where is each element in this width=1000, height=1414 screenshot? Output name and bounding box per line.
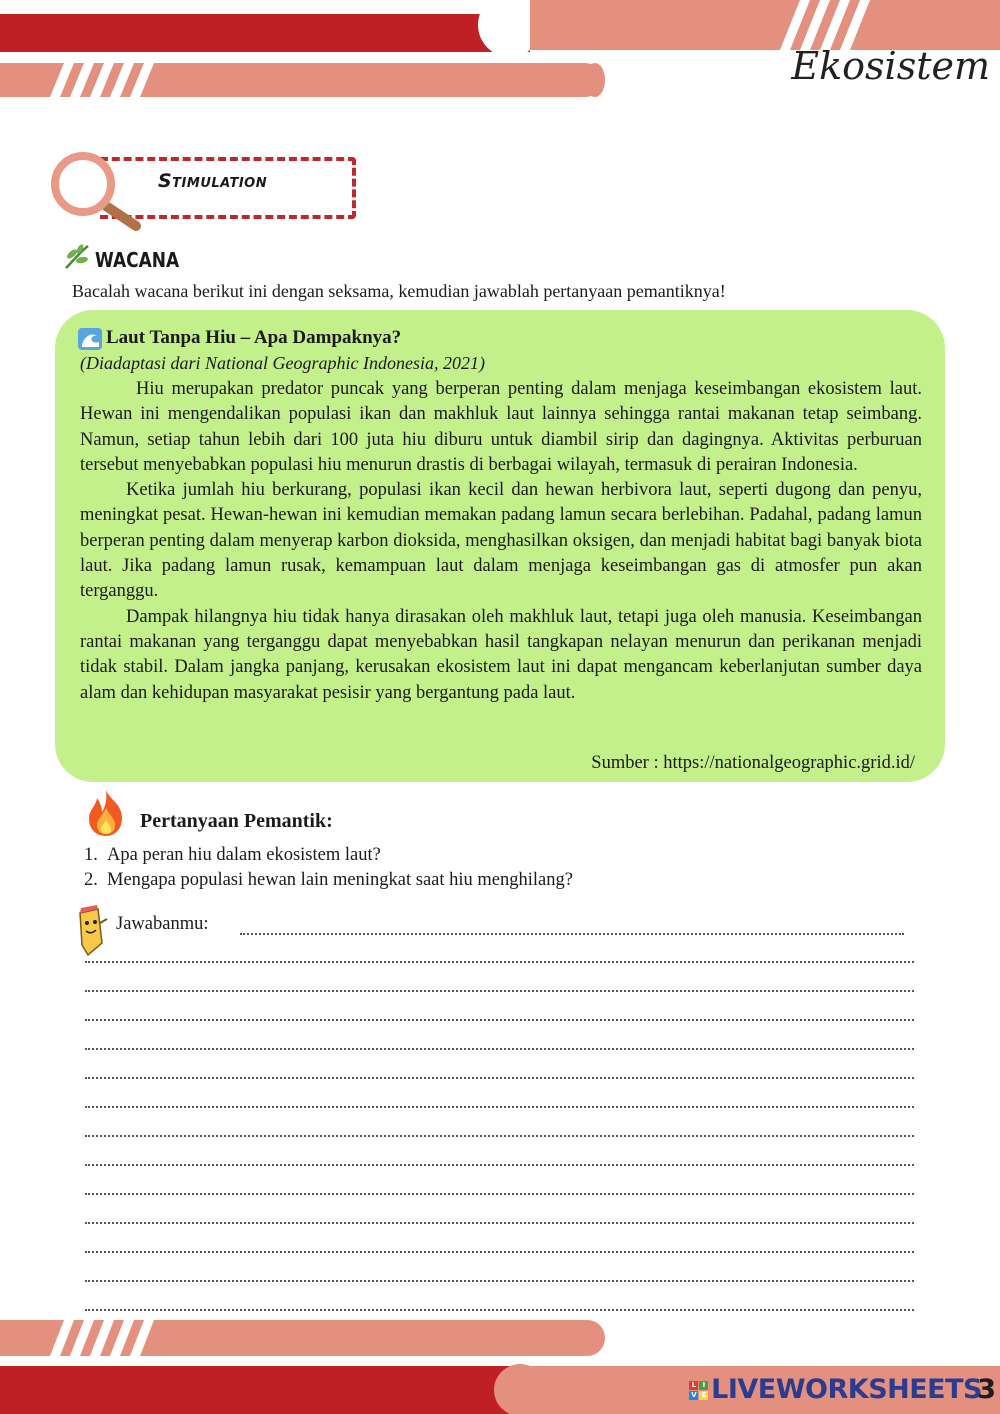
- article-paragraph: Hiu merupakan predator puncak yang berperan penting dalam menjaga keseimbangan ekosistem laut. Hewan ini mengendalikan populasi ikan dan makhluk laut lainnya sehingga rantai makanan tetap seimbang. Namun, setiap tahun lebih dari 100 juta hiu diburu untuk diambil sirip dan dagingnya. Aktivitas perburuan tersebut menyebabkan populasi hiu menurun drastis di berbagai wilayah, termasuk di perairan Indonesia.: [80, 379, 922, 475]
- answer-line[interactable]: [240, 933, 904, 935]
- questions-title: Pertanyaan Pemantik:: [140, 810, 333, 832]
- answer-line[interactable]: [85, 1106, 914, 1108]
- chapter-title: Ekosistem: [791, 44, 990, 88]
- fire-icon: [84, 788, 128, 838]
- header-salmon-tab: [505, 0, 1000, 50]
- answer-line[interactable]: [85, 961, 914, 963]
- answer-line[interactable]: [85, 990, 914, 992]
- question-list: [84, 843, 573, 893]
- wacana-label: WACANA: [95, 248, 180, 272]
- answer-line[interactable]: [85, 1077, 914, 1079]
- article-source: (Diadaptasi dari National Geographic Indonesia, 2021): [80, 353, 485, 373]
- question-item: 2. Mengapa populasi hewan lain meningkat saat hiu menghilang?: [84, 870, 573, 890]
- answer-line[interactable]: [85, 1193, 914, 1195]
- stimulation-label: Stimulation: [158, 170, 268, 192]
- answer-label: Jawabanmu:: [116, 914, 209, 934]
- article-body: [80, 377, 922, 706]
- liveworksheets-brand: LIVEWORKSHEETS: [711, 1374, 982, 1405]
- magnifier-icon: [50, 152, 150, 234]
- answer-line[interactable]: [85, 1019, 914, 1021]
- answer-line[interactable]: [85, 1048, 914, 1050]
- leaf-icon: [62, 242, 92, 272]
- article-paragraph: Dampak hilangnya hiu tidak hanya dirasakan oleh makhluk laut, tetapi juga oleh manusia. Keseimbangan rantai makanan yang terganggu dapat menyebabkan hasil tangkapan nelayan menurun dan perikanan menjadi tidak stabil. Dalam jangka panjang, kerusakan ekosistem laut ini dapat mengancam keberlanjutan sumber daya alam dan kehidupan masyarakat pesisir yang bergantung pada laut.: [80, 606, 922, 703]
- reading-instruction: Bacalah wacana berikut ini dengan seksama, kemudian jawablah pertanyaan pemantiknya!: [72, 281, 726, 301]
- page-number: 3: [977, 1374, 996, 1405]
- answer-line[interactable]: [85, 1309, 914, 1311]
- answer-line[interactable]: [85, 1164, 914, 1166]
- article-paragraph: Ketika jumlah hiu berkurang, populasi ikan kecil dan hewan herbivora laut, seperti dugong dan penyu, meningkat pesat. Hewan-hewan ini kemudian memakan padang lamun secara berlebihan. Padahal, padang lamun berperan penting dalam menyerap karbon dioksida, menghasilkan oksigen, dan menjadi habitat bagi banyak biota laut. Jika padang lamun rusak, kemampuan laut dalam menjaga keseimbangan gas di atmosfer pun akan terganggu.: [80, 480, 922, 602]
- liveworksheets-logo[interactable]: [689, 1374, 982, 1405]
- answer-line[interactable]: [85, 1251, 914, 1253]
- question-item: 1. Apa peran hiu dalam ekosistem laut?: [84, 845, 381, 865]
- article-title: Laut Tanpa Hiu – Apa Dampaknya?: [106, 327, 402, 348]
- answer-line[interactable]: [85, 1222, 914, 1224]
- header-red-bar: [0, 14, 530, 52]
- footer-red-bar: [0, 1366, 530, 1414]
- pencil-mascot-icon: [72, 903, 110, 957]
- article-reference: Sumber : https://nationalgeographic.grid.id/: [591, 753, 915, 773]
- answer-line[interactable]: [85, 1135, 914, 1137]
- answer-line[interactable]: [85, 1280, 914, 1282]
- wave-icon: [78, 328, 102, 350]
- liveworksheets-mark-icon: L I V E: [689, 1381, 708, 1400]
